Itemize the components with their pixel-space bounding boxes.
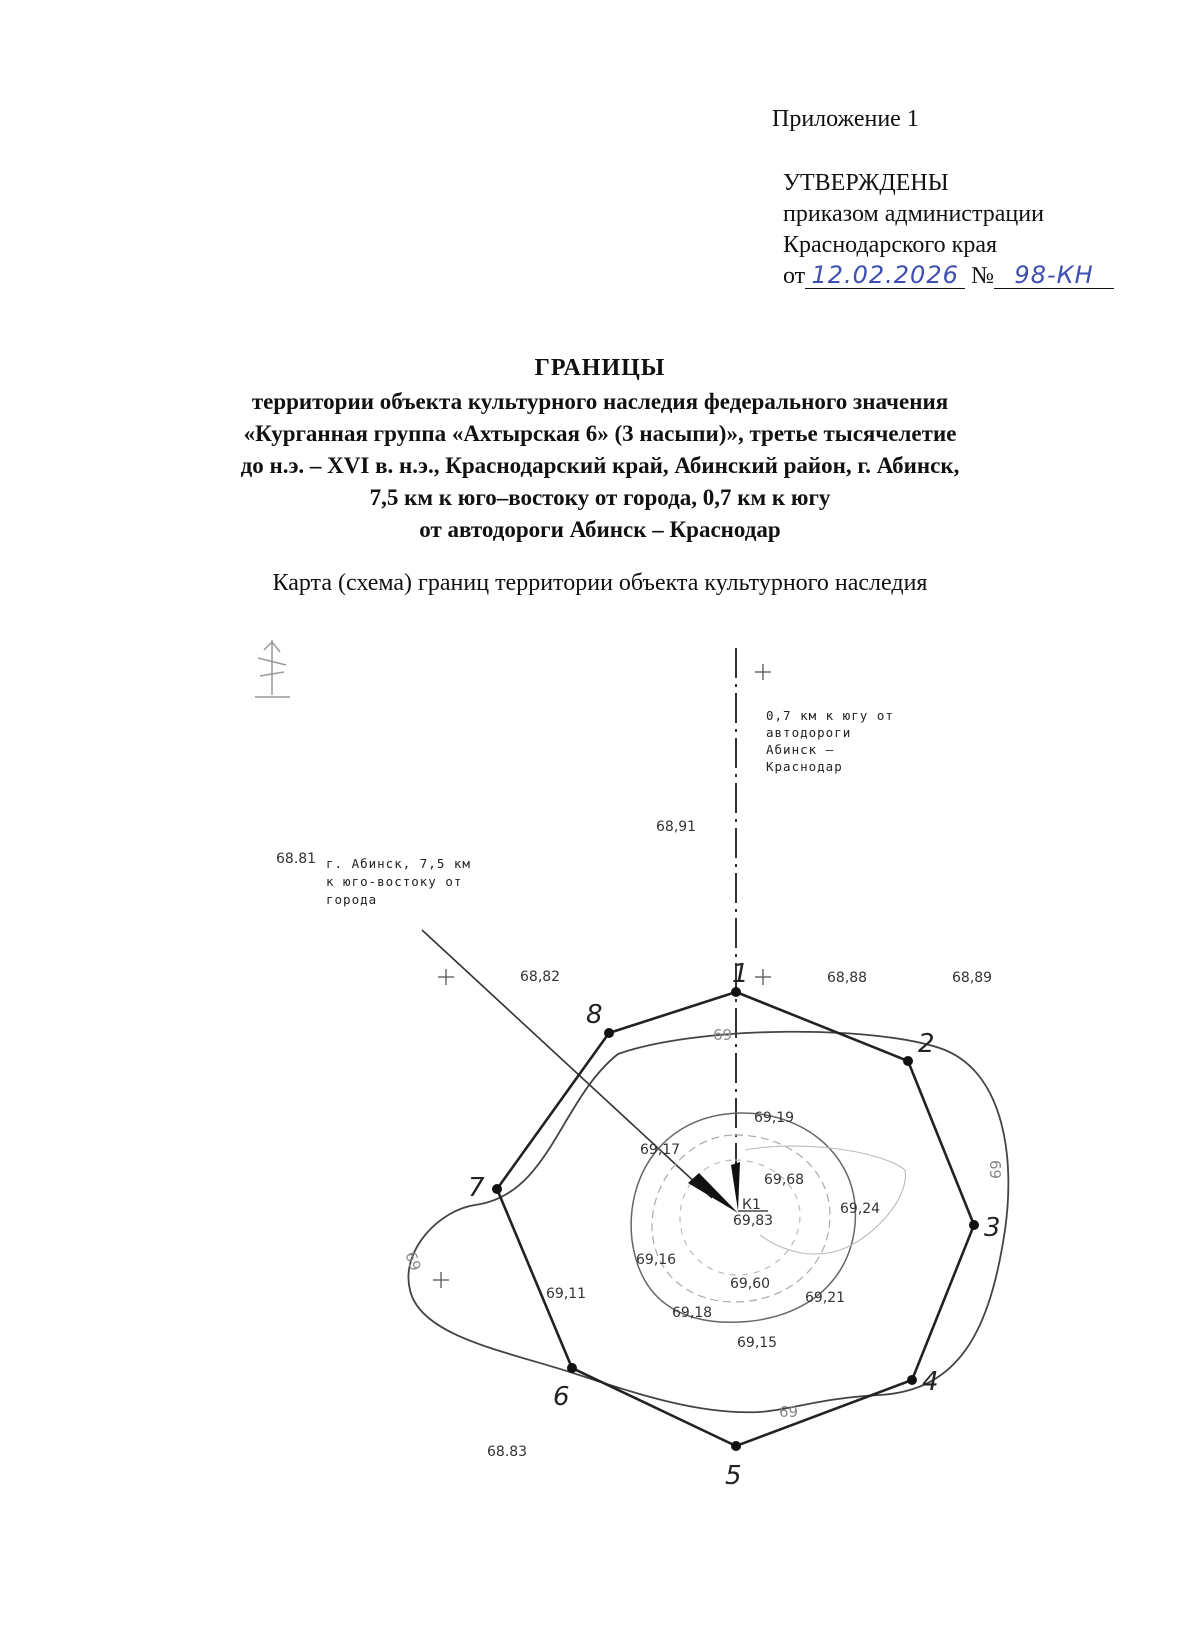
elevation-mark: 69,83: [733, 1213, 774, 1229]
svg-text:к юго-востоку от: к юго-востоку от: [326, 874, 463, 889]
isoline-label: 69: [713, 1026, 733, 1044]
elevation-mark: 69,17: [640, 1142, 681, 1158]
elevation-mark: 69,15: [737, 1335, 778, 1351]
point-number-1: 1: [732, 959, 749, 989]
point-number-3: 3: [984, 1213, 1001, 1243]
elevation-mark: 68,82: [520, 969, 561, 985]
elevation-mark: 69,60: [730, 1276, 771, 1292]
date-prefix: от: [783, 263, 806, 289]
elevation-mark: 68,91: [656, 819, 697, 835]
approved-by-order: приказом администрации: [783, 201, 1044, 227]
elevation-mark: 69,19: [754, 1110, 795, 1126]
center-arrow-northwest: [688, 1173, 738, 1213]
title-main: ГРАНИЦЫ: [534, 355, 666, 381]
svg-text:автодороги: автодороги: [766, 725, 852, 740]
boundary-point-2: [903, 1056, 913, 1066]
elevation-mark: 69,68: [764, 1172, 805, 1188]
elevation-mark: 69,21: [805, 1290, 846, 1306]
elevation-mark: 69,24: [840, 1201, 881, 1217]
center-arrow-north: [731, 1162, 740, 1211]
number-prefix: №: [971, 263, 995, 289]
point-number-4: 4: [922, 1367, 939, 1397]
svg-text:г. Абинск, 7,5 км: г. Абинск, 7,5 км: [326, 856, 471, 871]
north-arrow-icon: [255, 640, 290, 697]
title-line: до н.э. – XVI в. н.э., Краснодарский край, Абинский район, г. Абинск,: [240, 453, 960, 478]
svg-text:0,7 км к югу от: 0,7 км к югу от: [766, 708, 894, 723]
isoline-label: 69: [986, 1160, 1004, 1180]
isoline-inner-4: [745, 1146, 905, 1254]
boundary-point-4: [907, 1375, 917, 1385]
appendix-label: Приложение 1: [772, 106, 919, 132]
order-number: 98-КН: [994, 262, 1114, 289]
approved-region: Краснодарского края: [783, 232, 998, 258]
elevation-mark: 68.81: [276, 851, 317, 867]
approved-heading: УТВЕРЖДЕНЫ: [783, 170, 949, 196]
title-line: от автодороги Абинск – Краснодар: [419, 517, 781, 542]
center-label: К1: [742, 1197, 761, 1213]
svg-text:Абинск –: Абинск –: [766, 742, 835, 757]
boundary-point-7: [492, 1184, 502, 1194]
boundary-point-8: [604, 1028, 614, 1038]
note-north: [766, 708, 894, 774]
boundary-point-6: [567, 1363, 577, 1373]
elevation-mark: 69,11: [546, 1286, 587, 1302]
isoline-label: 69: [779, 1403, 799, 1421]
isoline-label: 69: [401, 1249, 425, 1274]
point-number-7: 7: [468, 1173, 485, 1203]
point-number-2: 2: [918, 1029, 935, 1059]
point-number-5: 5: [725, 1461, 742, 1491]
boundary-point-3: [969, 1220, 979, 1230]
elevation-mark: 68,88: [827, 970, 868, 986]
map-subtitle: Карта (схема) границ территории объекта культурного наследия: [272, 570, 928, 596]
elevation-mark: 69,18: [672, 1305, 713, 1321]
title-line: территории объекта культурного наследия федерального значения: [251, 389, 949, 414]
svg-text:города: города: [326, 892, 378, 907]
title-line: 7,5 км к юго–востоку от города, 0,7 км к югу: [369, 485, 831, 510]
svg-text:Краснодар: Краснодар: [766, 759, 843, 774]
note-west: [326, 856, 471, 907]
point-number-6: 6: [553, 1382, 570, 1412]
order-date: 12.02.2026: [805, 262, 965, 289]
title-line: «Курганная группа «Ахтырская 6» (3 насыпи)», третье тысячелетие: [243, 421, 957, 446]
boundary-point-5: [731, 1441, 741, 1451]
elevation-mark: 69,16: [636, 1252, 677, 1268]
point-number-8: 8: [586, 1000, 603, 1030]
elevation-mark: 68,89: [952, 970, 993, 986]
elevation-mark: 68.83: [487, 1444, 528, 1460]
